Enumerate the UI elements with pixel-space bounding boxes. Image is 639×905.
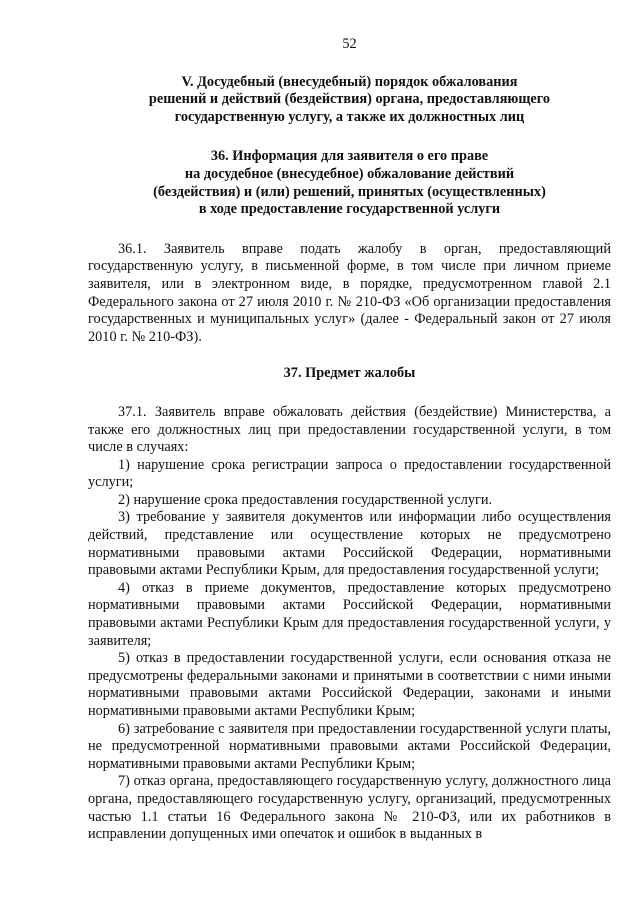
list-item: 5) отказ в предоставлении государственной услуги, если основания отказа не предусмотрены федеральными законами и принятыми в соответствии с ними иными нормативными правовыми актами Российской Федерации, законами и иными нормативными правовыми актами Республики Крым; — [88, 650, 611, 719]
list-item: 2) нарушение срока предоставления государственной услуги. — [118, 491, 493, 508]
section-36-heading — [88, 148, 611, 218]
heading-line: V. Досудебный (внесудебный) порядок обжалования — [181, 73, 518, 90]
list-item: 4) отказ в приеме документов, предоставление которых предусмотрено нормативными правовыми актами Российской Федерации, нормативными правовыми актами Республики Крым для предоставления государственной услуги, у заявителя; — [88, 579, 611, 649]
paragraph-36-1: 36.1. Заявитель вправе подать жалобу в орган, предоставляющий государственную услугу, в письменной форме, в том числе при личном приеме заявителя, или в электронном виде, в порядке, предусмотренном главой 2.1 Федерального закона от 27 июля 2010 г. № 210-ФЗ «Об организации предоставления государственных и муниципальных услуг» (далее - Федеральный закон от 27 июля 2010 г. № 210-ФЗ). — [88, 240, 611, 345]
section-37-heading: 37. Предмет жалобы — [283, 365, 416, 382]
heading-line: решений и действий (бездействия) органа, предоставляющего — [148, 91, 551, 108]
heading-line: государственную услугу, а также их должностных лиц — [174, 108, 525, 125]
heading-line: (бездействия) и (или) решений, принятых (осуществленных) — [153, 183, 546, 200]
list-item: 3) требование у заявителя документов или информации либо осуществления действий, представление или осуществление которых не предусмотрено нормативными правовыми актами Российской Федерации, нормативными правовыми актами Республики Крым, для предоставления государственной услуги; — [88, 509, 611, 579]
list-item: 1) нарушение срока регистрации запроса о предоставлении государственной услуги; — [88, 456, 611, 491]
heading-line: в ходе предоставление государственной услуги — [198, 201, 501, 218]
page-number: 52 — [342, 36, 357, 52]
list-item: 6) затребование с заявителя при предоставлении государственной услуги платы, не предусмотренной нормативными правовыми актами Российской Федерации, нормативными правовыми актами Республики Крым; — [88, 720, 611, 772]
paragraph-37-1: 37.1. Заявитель вправе обжаловать действия (бездействие) Министерства, а также его должностных лиц при предоставлении государственной услуги, в том числе в случаях: — [88, 403, 611, 456]
heading-line: на досудебное (внесудебное) обжалование действий — [184, 165, 515, 182]
section-v-heading — [88, 74, 611, 127]
heading-line: 36. Информация для заявителя о его праве — [210, 148, 489, 165]
list-item: 7) отказ органа, предоставляющего государственную услугу, должностного лица органа, предоставляющего государственную услугу, организаций, предусмотренных частью 1.1 статьи 16 Федерального закона № 210-ФЗ, или их работников в исправлении допущенных ими опечаток и ошибок в выданных в — [88, 773, 611, 843]
